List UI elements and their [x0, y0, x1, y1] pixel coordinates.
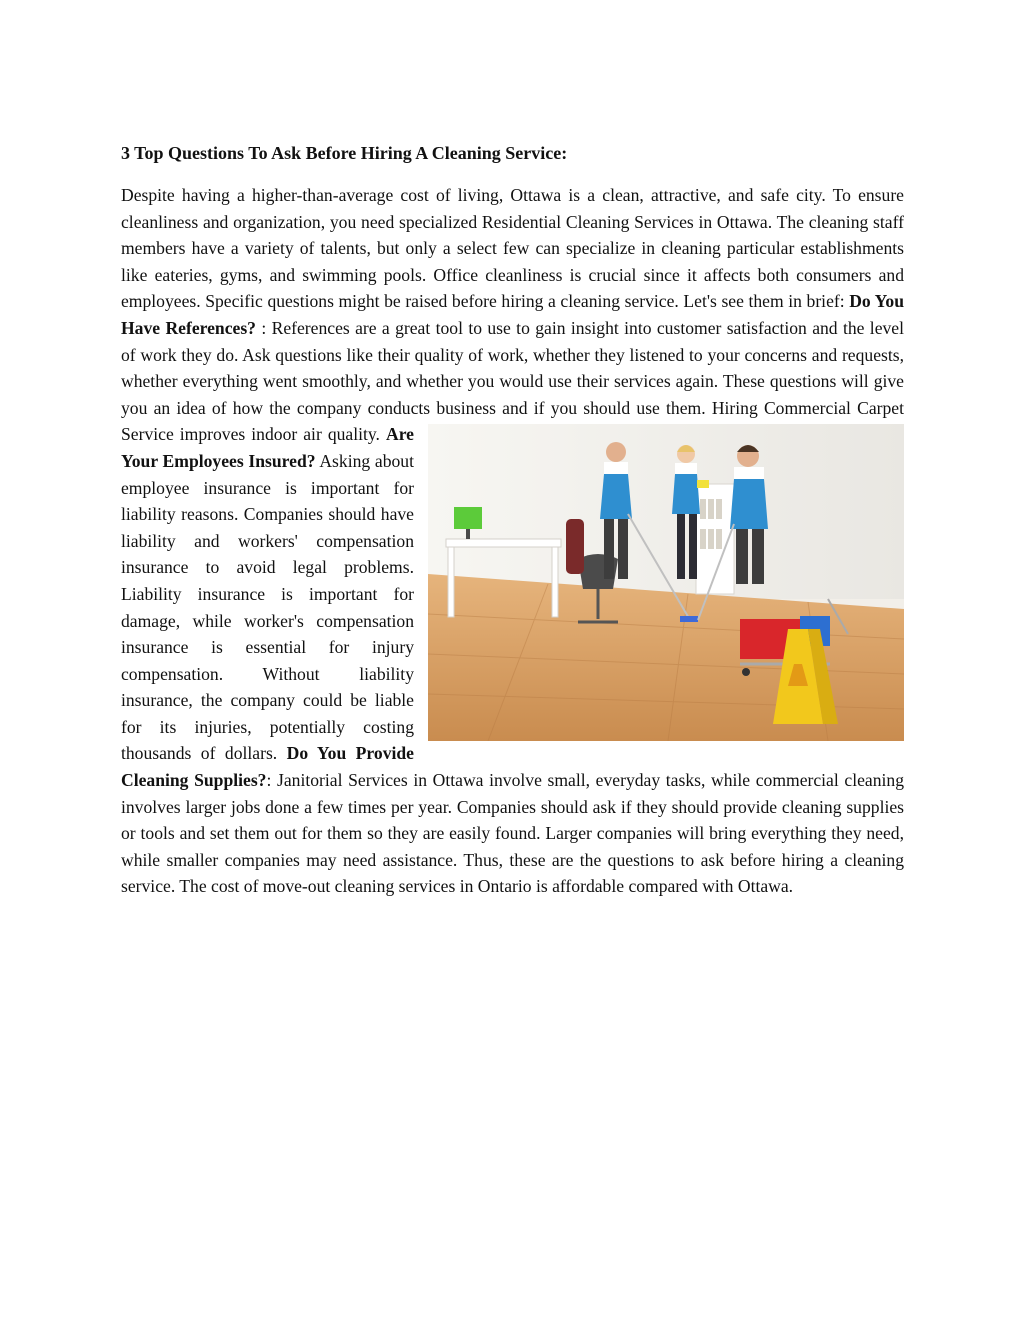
green-monitor: [454, 507, 482, 529]
question-1-text: : References are a great tool to use to gain insight into customer satisfaction and the level of work they do. Ask questions like their quality of work, whether they listened to your concerns and requests, whether everything went smoothly, and whether you would use their services again. These questions will give you an idea of how the company conducts business and if you should use them. Hiring Commercial Carpet Service improves indoor air quality.: [121, 317, 904, 445]
document-title: 3 Top Questions To Ask Before Hiring A Cleaning Service:: [121, 143, 568, 163]
body-paragraph: [121, 182, 904, 900]
question-1-heading: Do You Have References?: [121, 291, 904, 338]
question-2-heading: Are Your Employees Insured?: [121, 424, 414, 471]
cleaning-staff-photo: [428, 424, 904, 741]
document-page: [121, 140, 904, 900]
question-2-text: Asking about employee insurance is important for liability reasons. Companies should have liability and workers' compensation insurance to avoid legal problems. Liability insurance is important for damage, while worker's compensation insurance is essential for injury compensation. Without liability insurance, the company could be liable for its injuries, potentially costing thousands of dollars.: [121, 450, 414, 764]
question-3-text: : Janitorial Services in Ottawa involve small, everyday tasks, while commercial cleaning involves larger jobs done a few times per year. Companies should ask if they should provide cleaning supplies or tools and set them out for them so they are easily found. Larger companies will bring everything they need, while smaller companies may need assistance. Thus, these are the questions to ask before hiring a cleaning service. The cost of move-out cleaning services in Ontario is affordable compared with Ottawa.: [121, 770, 904, 897]
vacuum-cleaner: [566, 519, 584, 574]
cleaning-staff-illustration: [428, 424, 904, 741]
question-3-heading: Do You Provide Cleaning Supplies?: [121, 743, 414, 791]
white-desk: [446, 539, 561, 547]
wall: [428, 424, 904, 599]
intro-text: Despite having a higher-than-average cost of living, Ottawa is a clean, attractive, and safe city. To ensure cleanliness and organization, you need specialized Residential Cleaning Services in Ottawa. The cleaning staff members have a variety of talents, but only a select few can specialize in cleaning particular establishments like eateries, gyms, and swimming pools. Office cleanliness is crucial since it affects both consumers and employees. Specific questions might be raised before hiring a cleaning service. Let's see them in brief:: [121, 185, 904, 312]
